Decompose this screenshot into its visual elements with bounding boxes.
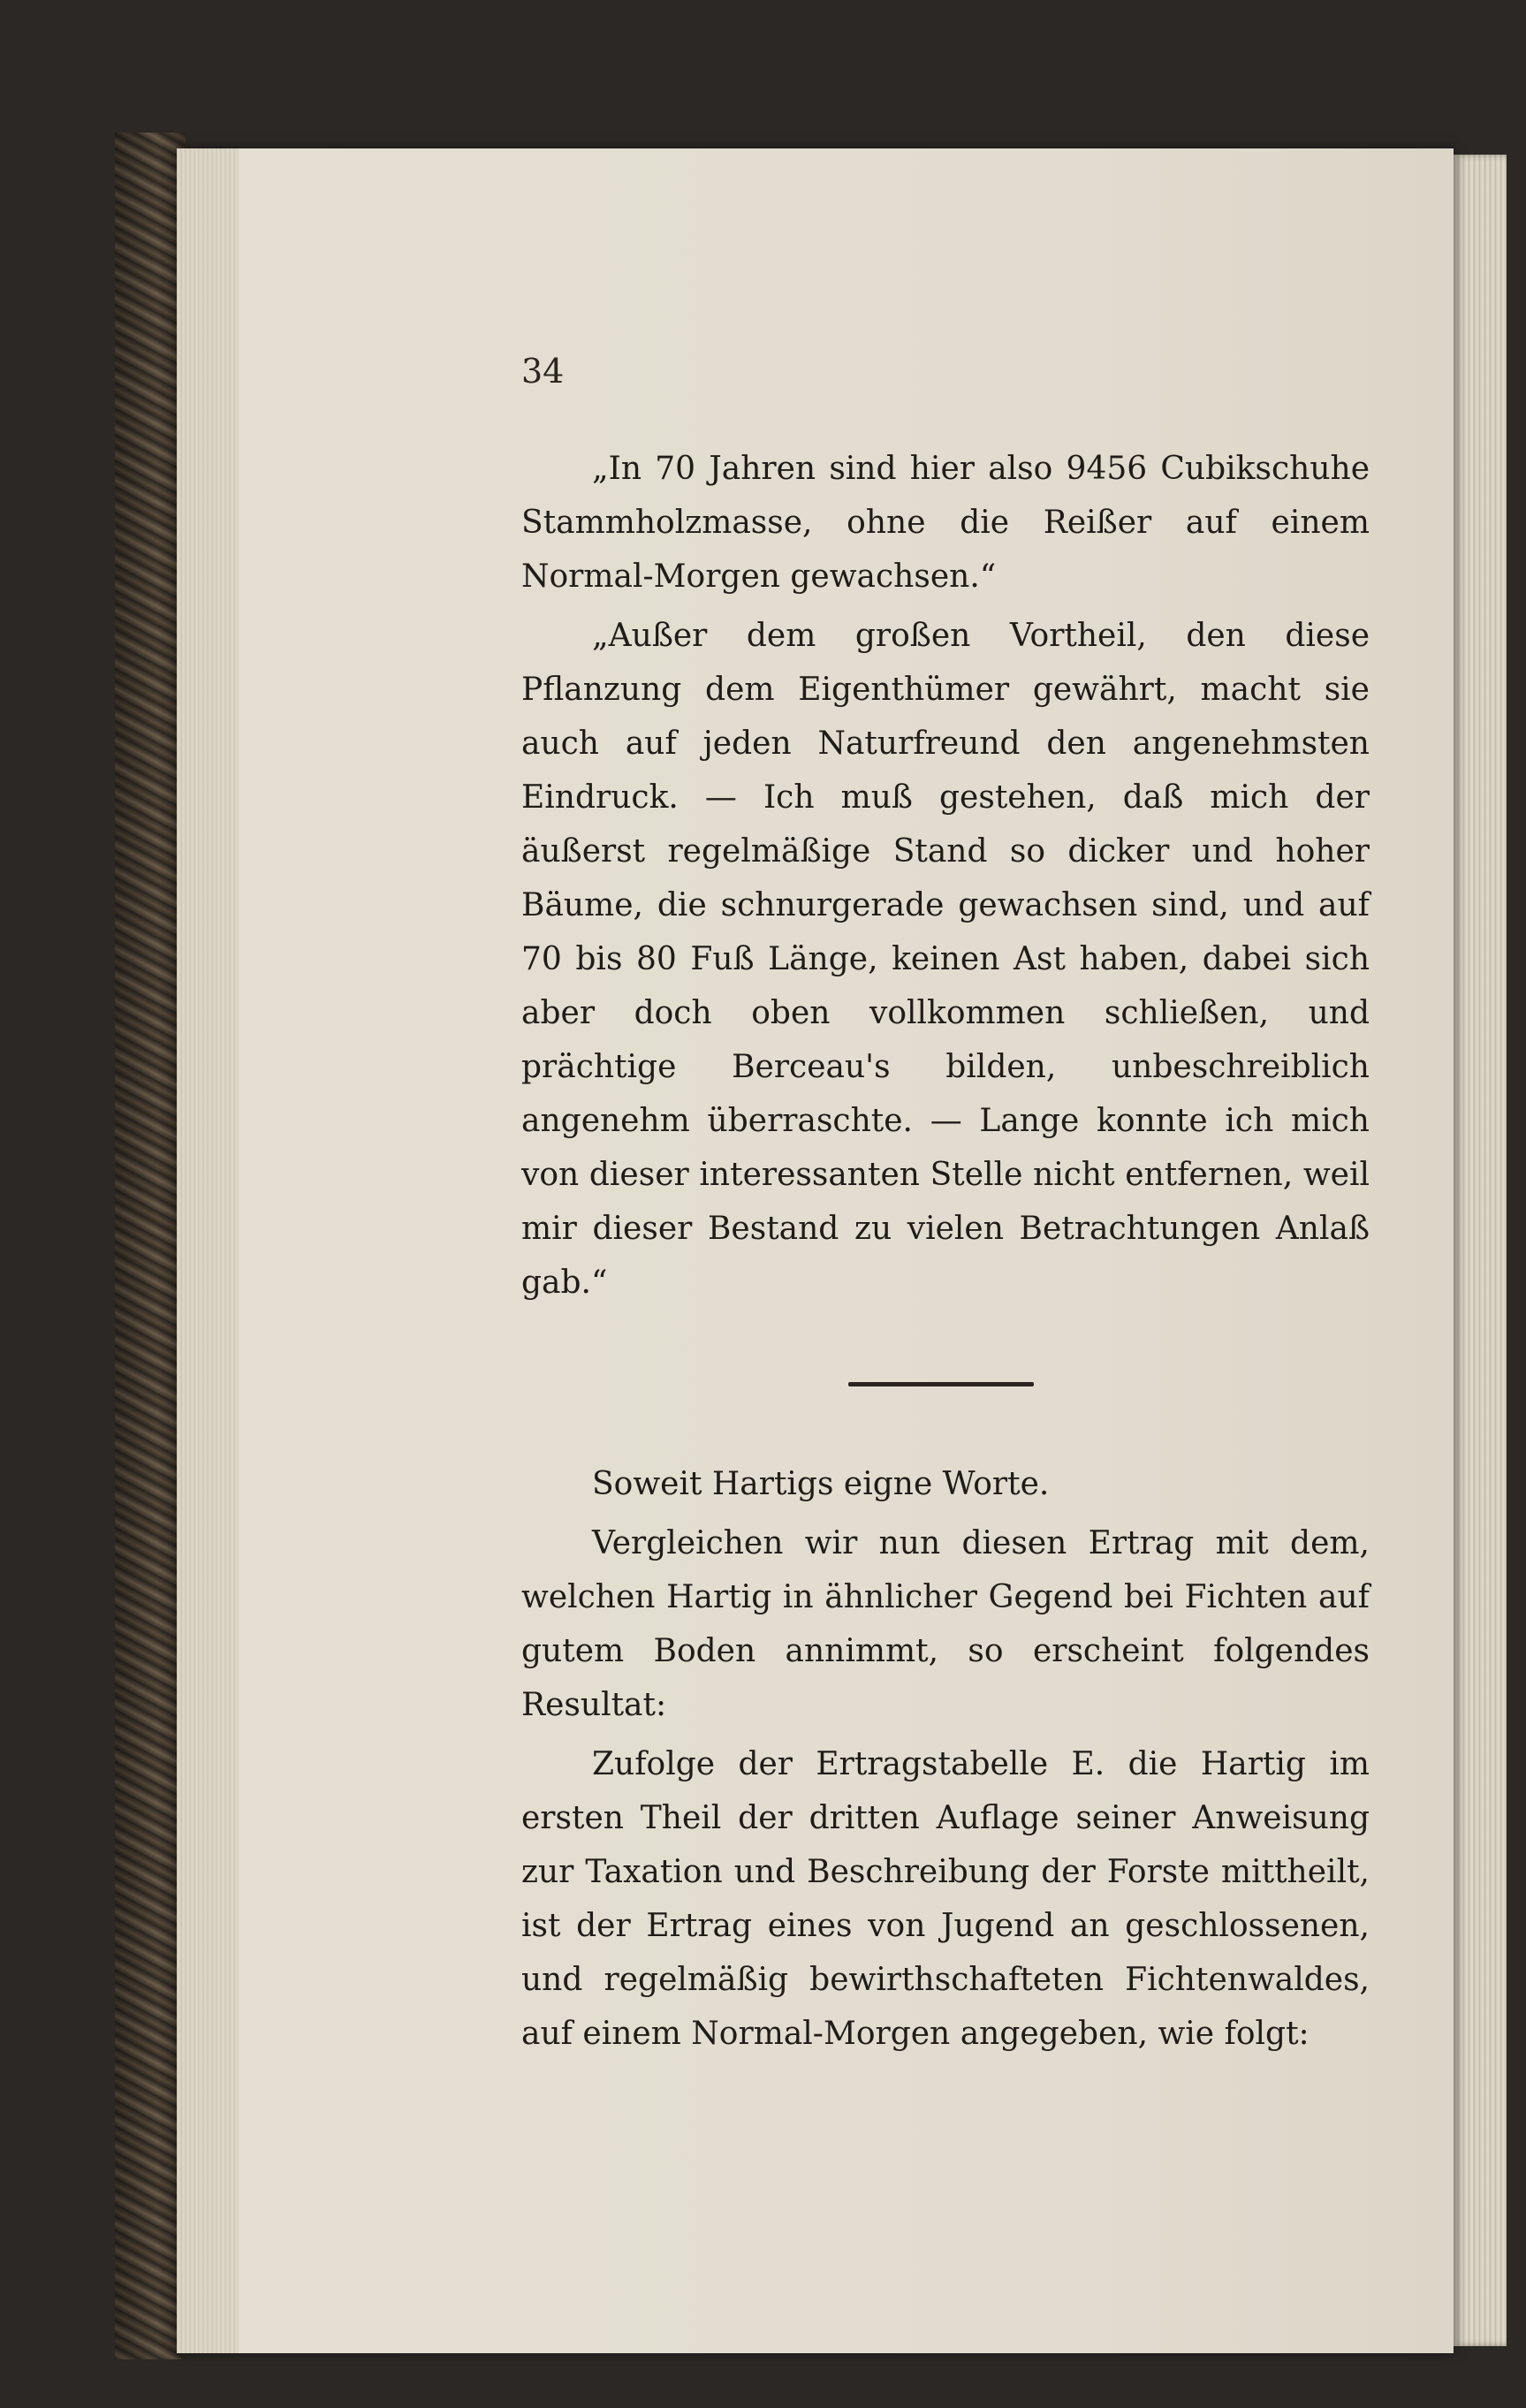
page-text — [521, 353, 1370, 2061]
paragraph-zufolge: Zufolge der Ertragstabelle E. die Hartig im ersten Theil der dritten Auflage seiner Anweisung zur Taxation und Beschreibung der Forste mittheilt, ist der Ertrag eines von Jugend an geschlossenen, und regelmäßig bewirthschafteten Fichtenwaldes, auf einem Normal-Morgen angegeben, wie folgt: — [521, 1746, 1370, 2052]
page-number: 34 — [521, 352, 565, 391]
paragraph-soweit: Soweit Hartigs eigne Worte. — [592, 1466, 1050, 1502]
paragraph-quote-1: „In 70 Jahren sind hier also 9456 Cubikschuhe Stammholzmasse, ohne die Reißer auf einem Normal-Morgen gewachsen.“ — [521, 451, 1370, 595]
section-divider — [848, 1382, 1034, 1386]
cover-shadow — [115, 133, 186, 2359]
paragraph-quote-2: „Außer dem großen Vortheil, den diese Pflanzung dem Eigenthümer gewährt, macht sie auch auf jeden Naturfreund den angenehmsten Eindruck. — Ich muß gestehen, daß mich der äußerst regelmäßige Stand so dicker und hoher Bäume, die schnurgerade gewachsen sind, und auf 70 bis 80 Fuß Länge, keinen Ast haben, dabei sich aber doch oben vollkommen schließen, und prächtige Berceau's bilden, unbeschreiblich angenehm überraschte. — Lange konnte ich mich von dieser interessanten Stelle nicht entfernen, weil mir dieser Bestand zu vielen Betrachtungen Anlaß gab.“ — [521, 618, 1370, 1301]
paragraph-vergleichen: Vergleichen wir nun diesen Ertrag mit dem, welchen Hartig in ähnlicher Gegend bei Fichten auf gutem Boden annimmt, so erscheint folgendes Resultat: — [521, 1525, 1370, 1723]
page-edges-right — [1454, 155, 1507, 2346]
page-edges-left — [177, 148, 239, 2353]
